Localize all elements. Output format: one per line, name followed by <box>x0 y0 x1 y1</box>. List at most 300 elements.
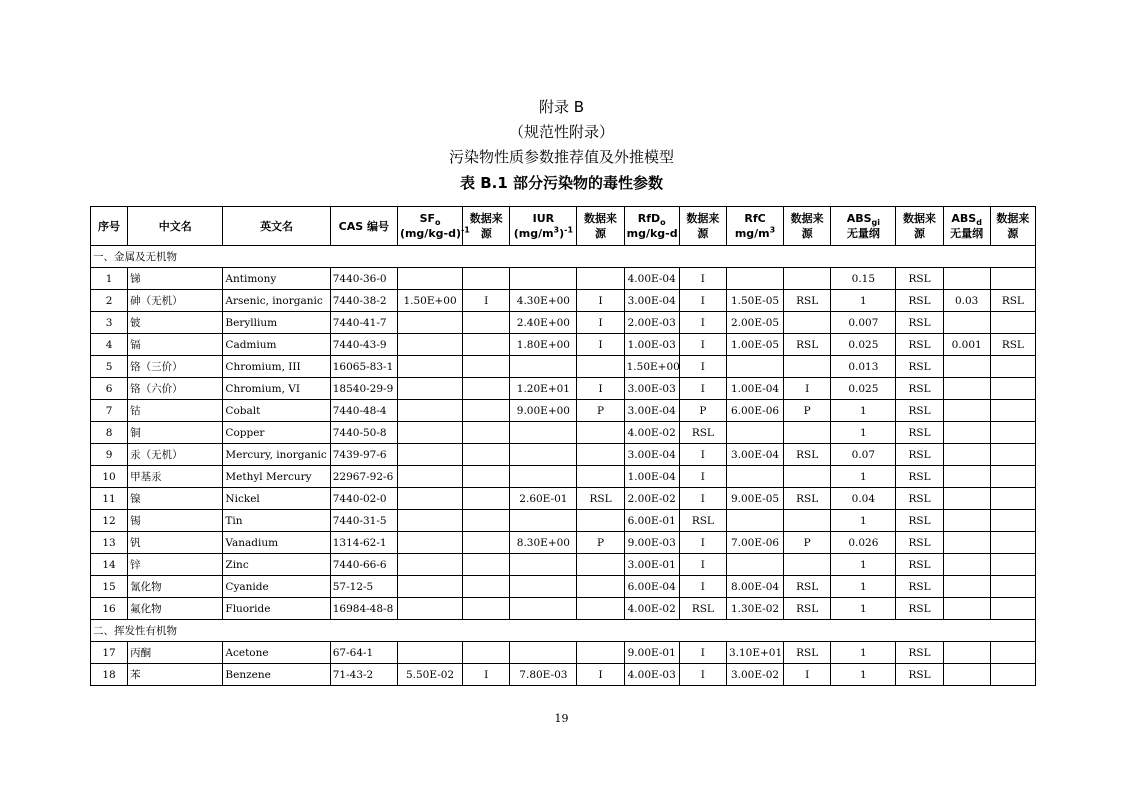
table-cell: 3.00E-04 <box>624 290 679 312</box>
table-cell <box>463 488 510 510</box>
table-cell: RSL <box>896 378 943 400</box>
table-cell: 67-64-1 <box>330 642 397 664</box>
table-cell <box>943 312 990 334</box>
table-cell: RSL <box>679 598 726 620</box>
table-cell: 7440-36-0 <box>330 268 397 290</box>
table-cell <box>726 466 783 488</box>
table-cell <box>397 598 462 620</box>
table-cell <box>943 664 990 686</box>
table-cell: RSL <box>896 532 943 554</box>
table-cell <box>397 312 462 334</box>
table-cell: 3.00E-03 <box>624 378 679 400</box>
table-cell <box>510 598 577 620</box>
table-row <box>91 576 1036 598</box>
table-cell <box>990 466 1035 488</box>
table-cell <box>463 422 510 444</box>
table-cell: 1.50E+00 <box>397 290 462 312</box>
col-header-iur: IUR $(mg/m^3)^{-1}$ <box>510 207 577 246</box>
table-cell: I <box>679 312 726 334</box>
table-cell: 1.30E-02 <box>726 598 783 620</box>
table-cell: I <box>679 268 726 290</box>
table-cell: 13 <box>91 532 128 554</box>
table-cell: 5.50E-02 <box>397 664 462 686</box>
table-cell: P <box>784 532 831 554</box>
table-cell <box>990 664 1035 686</box>
table-cell: 4.00E-02 <box>624 422 679 444</box>
table-cell <box>943 268 990 290</box>
table-cell <box>463 554 510 576</box>
table-row <box>91 598 1036 620</box>
table-cell: 铜 <box>128 422 223 444</box>
table-cell <box>510 554 577 576</box>
table-cell: I <box>679 532 726 554</box>
table-row <box>91 312 1036 334</box>
table-cell <box>397 532 462 554</box>
table-cell: 7440-66-6 <box>330 554 397 576</box>
table-cell: 6 <box>91 378 128 400</box>
table-cell: Zinc <box>223 554 330 576</box>
table-cell: 3.00E-04 <box>726 444 783 466</box>
table-cell: 16 <box>91 598 128 620</box>
table-cell: RSL <box>990 290 1035 312</box>
table-cell: 7.80E-03 <box>510 664 577 686</box>
table-cell: 8.00E-04 <box>726 576 783 598</box>
table-cell <box>463 400 510 422</box>
table-cell: I <box>679 488 726 510</box>
table-cell: 4.00E-02 <box>624 598 679 620</box>
table-cell <box>990 576 1035 598</box>
table-cell: 1 <box>831 642 896 664</box>
table-cell: Chromium, III <box>223 356 330 378</box>
table-cell <box>463 334 510 356</box>
table-cell: RSL <box>679 422 726 444</box>
table-cell: I <box>577 312 624 334</box>
table-cell: I <box>784 378 831 400</box>
table-cell: I <box>679 664 726 686</box>
table-cell: 4 <box>91 334 128 356</box>
table-cell: I <box>463 664 510 686</box>
table-cell: 1.20E+01 <box>510 378 577 400</box>
table-cell: I <box>679 466 726 488</box>
table-cell <box>577 422 624 444</box>
table-cell: Chromium, VI <box>223 378 330 400</box>
table-cell: 2 <box>91 290 128 312</box>
table-cell: Beryllium <box>223 312 330 334</box>
table-cell: 1.00E-04 <box>726 378 783 400</box>
table-cell: 7440-31-5 <box>330 510 397 532</box>
table-cell: 2.60E-01 <box>510 488 577 510</box>
col-header-absgi: $ABS_{gi}$ 无量纲 <box>831 207 896 246</box>
table-cell <box>510 510 577 532</box>
table-cell: 7440-02-0 <box>330 488 397 510</box>
table-cell: 1 <box>831 400 896 422</box>
table-cell <box>784 312 831 334</box>
table-cell: 1.50E-05 <box>726 290 783 312</box>
col-header-no: 序号 <box>91 207 128 246</box>
table-cell <box>577 268 624 290</box>
table-row <box>91 554 1036 576</box>
table-cell: RSL <box>784 576 831 598</box>
table-cell: I <box>679 576 726 598</box>
section-row <box>91 620 1036 642</box>
table-cell <box>990 598 1035 620</box>
table-cell <box>726 510 783 532</box>
table-cell: Vanadium <box>223 532 330 554</box>
table-row <box>91 268 1036 290</box>
table-cell <box>726 422 783 444</box>
table-cell: 57-12-5 <box>330 576 397 598</box>
table-cell <box>577 576 624 598</box>
table-row <box>91 356 1036 378</box>
table-cell <box>397 466 462 488</box>
table-cell <box>784 554 831 576</box>
table-cell: RSL <box>896 400 943 422</box>
table-cell <box>784 466 831 488</box>
table-row <box>91 444 1036 466</box>
table-cell: 3 <box>91 312 128 334</box>
table-cell: 3.00E-02 <box>726 664 783 686</box>
table-cell <box>943 576 990 598</box>
table-cell <box>990 532 1035 554</box>
table-cell <box>784 268 831 290</box>
col-header-cn: 中文名 <box>128 207 223 246</box>
table-cell: 铍 <box>128 312 223 334</box>
table-cell: 9.00E+00 <box>510 400 577 422</box>
table-row <box>91 422 1036 444</box>
table-cell: Cyanide <box>223 576 330 598</box>
table-cell: 8 <box>91 422 128 444</box>
table-row <box>91 334 1036 356</box>
section-title: 一、金属及无机物 <box>91 246 1036 268</box>
table-cell <box>943 378 990 400</box>
table-cell: 甲基汞 <box>128 466 223 488</box>
table-cell <box>577 356 624 378</box>
table-cell: I <box>784 664 831 686</box>
table-cell: RSL <box>784 290 831 312</box>
table-cell: I <box>577 664 624 686</box>
table-cell <box>990 554 1035 576</box>
table-cell: P <box>679 400 726 422</box>
table-cell <box>990 312 1035 334</box>
table-cell: 0.025 <box>831 378 896 400</box>
table-cell: P <box>784 400 831 422</box>
table-cell <box>990 400 1035 422</box>
table-cell <box>943 356 990 378</box>
table-cell <box>397 554 462 576</box>
table-cell: RSL <box>896 598 943 620</box>
table-cell <box>943 642 990 664</box>
table-cell <box>990 268 1035 290</box>
table-cell <box>726 554 783 576</box>
table-cell <box>463 312 510 334</box>
table-cell <box>463 356 510 378</box>
table-cell: 2.00E-02 <box>624 488 679 510</box>
table-cell: 锡 <box>128 510 223 532</box>
appendix-title: 污染物性质参数推荐值及外推模型 <box>448 148 674 166</box>
table-cell: I <box>679 356 726 378</box>
table-cell <box>943 422 990 444</box>
table-cell: 钴 <box>128 400 223 422</box>
table-cell: 6.00E-06 <box>726 400 783 422</box>
table-cell <box>397 422 462 444</box>
table-cell <box>463 510 510 532</box>
table-cell: 铬（六价） <box>128 378 223 400</box>
table-cell: RSL <box>896 642 943 664</box>
table-cell: Benzene <box>223 664 330 686</box>
table-cell: 1 <box>831 290 896 312</box>
table-cell <box>726 356 783 378</box>
table-row <box>91 532 1036 554</box>
table-cell: RSL <box>896 334 943 356</box>
table-cell <box>510 576 577 598</box>
table-cell: 3.00E-04 <box>624 400 679 422</box>
table-cell <box>943 554 990 576</box>
table-cell: I <box>577 378 624 400</box>
table-cell <box>943 400 990 422</box>
table-cell: 17 <box>91 642 128 664</box>
table-cell <box>510 268 577 290</box>
col-header-src-absd: 数据来 源 <box>990 207 1035 246</box>
table-cell: 0.007 <box>831 312 896 334</box>
table-cell: I <box>577 290 624 312</box>
table-cell: 锑 <box>128 268 223 290</box>
table-cell: 氰化物 <box>128 576 223 598</box>
table-cell <box>577 510 624 532</box>
table-cell: 镍 <box>128 488 223 510</box>
col-header-absd: $ABS_d$ 无量纲 <box>943 207 990 246</box>
table-cell: RSL <box>577 488 624 510</box>
table-cell <box>510 642 577 664</box>
table-body <box>91 246 1036 686</box>
table-cell: 9 <box>91 444 128 466</box>
table-row <box>91 642 1036 664</box>
table-cell: 4.00E-04 <box>624 268 679 290</box>
table-cell: RSL <box>896 312 943 334</box>
table-cell: I <box>679 334 726 356</box>
table-cell: 7 <box>91 400 128 422</box>
table-cell: 11 <box>91 488 128 510</box>
table-cell: 1.00E-05 <box>726 334 783 356</box>
table-row <box>91 510 1036 532</box>
table-cell: Methyl Mercury <box>223 466 330 488</box>
table-cell: 丙酮 <box>128 642 223 664</box>
table-cell <box>990 378 1035 400</box>
table-cell: 0.025 <box>831 334 896 356</box>
table-cell <box>397 400 462 422</box>
table-cell: 3.00E-01 <box>624 554 679 576</box>
col-header-src-absgi: 数据来 源 <box>896 207 943 246</box>
table-cell <box>463 378 510 400</box>
table-cell: 14 <box>91 554 128 576</box>
table-cell <box>784 510 831 532</box>
table-cell: 0.03 <box>943 290 990 312</box>
table-row <box>91 378 1036 400</box>
table-row <box>91 488 1036 510</box>
table-cell: RSL <box>896 356 943 378</box>
table-cell: 18540-29-9 <box>330 378 397 400</box>
table-cell: Arsenic, inorganic <box>223 290 330 312</box>
table-cell: RSL <box>896 488 943 510</box>
table-cell: 8.30E+00 <box>510 532 577 554</box>
col-header-rfc: RfC $mg/m^3$ <box>726 207 783 246</box>
table-cell <box>784 356 831 378</box>
table-cell: 3.00E-04 <box>624 444 679 466</box>
table-cell <box>577 444 624 466</box>
col-header-rfdo: RfD$_o$ mg/kg-d <box>624 207 679 246</box>
table-cell: I <box>577 334 624 356</box>
table-cell: I <box>463 290 510 312</box>
col-header-cas: CAS 编号 <box>330 207 397 246</box>
table-cell: Tin <box>223 510 330 532</box>
table-cell: 9.00E-01 <box>624 642 679 664</box>
table-cell: 1 <box>831 554 896 576</box>
table-cell: P <box>577 400 624 422</box>
table-cell: 7440-38-2 <box>330 290 397 312</box>
table-cell: 0.04 <box>831 488 896 510</box>
table-cell <box>943 488 990 510</box>
table-cell <box>397 356 462 378</box>
table-cell: 1 <box>831 510 896 532</box>
page-number: 19 <box>554 712 569 725</box>
col-header-src-sfo: 数据来 源 <box>463 207 510 246</box>
table-cell: 汞（无机） <box>128 444 223 466</box>
table-cell: 1 <box>831 576 896 598</box>
table-cell: 7440-50-8 <box>330 422 397 444</box>
table-cell: RSL <box>896 444 943 466</box>
table-cell: 1.80E+00 <box>510 334 577 356</box>
table-cell <box>990 642 1035 664</box>
table-cell <box>397 268 462 290</box>
table-cell <box>510 356 577 378</box>
table-cell: 1 <box>831 664 896 686</box>
table-cell <box>943 510 990 532</box>
table-cell: RSL <box>784 444 831 466</box>
table-cell: 7440-43-9 <box>330 334 397 356</box>
col-header-src-rfc: 数据来 源 <box>784 207 831 246</box>
table-cell: 1314-62-1 <box>330 532 397 554</box>
col-header-sfo: $SF_o$ $(mg/kg-d)^{-1}$ <box>397 207 462 246</box>
table-cell <box>990 422 1035 444</box>
table-cell: Acetone <box>223 642 330 664</box>
table-title: 表 B.1 部分污染物的毒性参数 <box>459 174 663 192</box>
table-cell: RSL <box>896 422 943 444</box>
table-cell: 2.00E-03 <box>624 312 679 334</box>
table-cell <box>943 598 990 620</box>
table-cell <box>577 466 624 488</box>
table-cell: RSL <box>896 576 943 598</box>
table-cell <box>397 334 462 356</box>
table-cell <box>397 378 462 400</box>
table-cell: 氟化物 <box>128 598 223 620</box>
table-cell <box>463 268 510 290</box>
table-cell: 16984-48-8 <box>330 598 397 620</box>
table-cell: Antimony <box>223 268 330 290</box>
table-cell: 锌 <box>128 554 223 576</box>
table-cell: I <box>679 642 726 664</box>
toxicity-table <box>90 206 1036 686</box>
table-cell: I <box>679 554 726 576</box>
table-cell <box>397 642 462 664</box>
table-cell: 9.00E-03 <box>624 532 679 554</box>
table-cell <box>397 444 462 466</box>
table-cell: 1 <box>831 422 896 444</box>
col-header-src-rfdo: 数据来 源 <box>679 207 726 246</box>
table-cell: 6.00E-01 <box>624 510 679 532</box>
table-cell: I <box>679 290 726 312</box>
table-cell: 4.30E+00 <box>510 290 577 312</box>
table-cell <box>726 268 783 290</box>
table-cell <box>990 488 1035 510</box>
table-cell: RSL <box>990 334 1035 356</box>
table-cell: 0.15 <box>831 268 896 290</box>
table-cell: 2.00E-05 <box>726 312 783 334</box>
table-row <box>91 400 1036 422</box>
table-cell: RSL <box>784 334 831 356</box>
table-cell <box>510 444 577 466</box>
table-cell: 7.00E-06 <box>726 532 783 554</box>
table-cell <box>990 444 1035 466</box>
table-cell: RSL <box>896 554 943 576</box>
table-cell: RSL <box>896 510 943 532</box>
table-cell: 1 <box>831 598 896 620</box>
table-header-row <box>91 207 1036 246</box>
table-cell: 1.50E+00 <box>624 356 679 378</box>
table-cell <box>397 488 462 510</box>
table-cell: RSL <box>679 510 726 532</box>
table-cell <box>510 466 577 488</box>
table-cell: 4.00E-03 <box>624 664 679 686</box>
table-cell: 苯 <box>128 664 223 686</box>
table-cell: 6.00E-04 <box>624 576 679 598</box>
table-cell: RSL <box>896 290 943 312</box>
table-cell: 15 <box>91 576 128 598</box>
table-cell: 5 <box>91 356 128 378</box>
table-cell: 22967-92-6 <box>330 466 397 488</box>
table-cell <box>463 466 510 488</box>
table-cell: 砷（无机） <box>128 290 223 312</box>
table-cell <box>990 356 1035 378</box>
table-cell <box>990 510 1035 532</box>
table-cell: 1 <box>831 466 896 488</box>
table-cell: 1.00E-04 <box>624 466 679 488</box>
table-cell: Mercury, inorganic <box>223 444 330 466</box>
table-cell: 7440-48-4 <box>330 400 397 422</box>
table-cell: 16065-83-1 <box>330 356 397 378</box>
table-cell <box>463 444 510 466</box>
appendix-type: （规范性附录） <box>508 123 614 141</box>
table-cell: 9.00E-05 <box>726 488 783 510</box>
table-cell: 12 <box>91 510 128 532</box>
table-cell <box>397 576 462 598</box>
table-cell: 2.40E+00 <box>510 312 577 334</box>
table-cell: 1 <box>91 268 128 290</box>
table-cell: 1.00E-03 <box>624 334 679 356</box>
table-cell: 71-43-2 <box>330 664 397 686</box>
table-cell: 10 <box>91 466 128 488</box>
table-row <box>91 664 1036 686</box>
section-title: 二、挥发性有机物 <box>91 620 1036 642</box>
table-row <box>91 466 1036 488</box>
table-cell <box>510 422 577 444</box>
table-cell: RSL <box>784 488 831 510</box>
table-cell <box>463 576 510 598</box>
table-cell <box>577 642 624 664</box>
table-cell: Cadmium <box>223 334 330 356</box>
table-cell: 0.026 <box>831 532 896 554</box>
table-cell <box>577 554 624 576</box>
table-cell <box>784 422 831 444</box>
table-cell: 7440-41-7 <box>330 312 397 334</box>
